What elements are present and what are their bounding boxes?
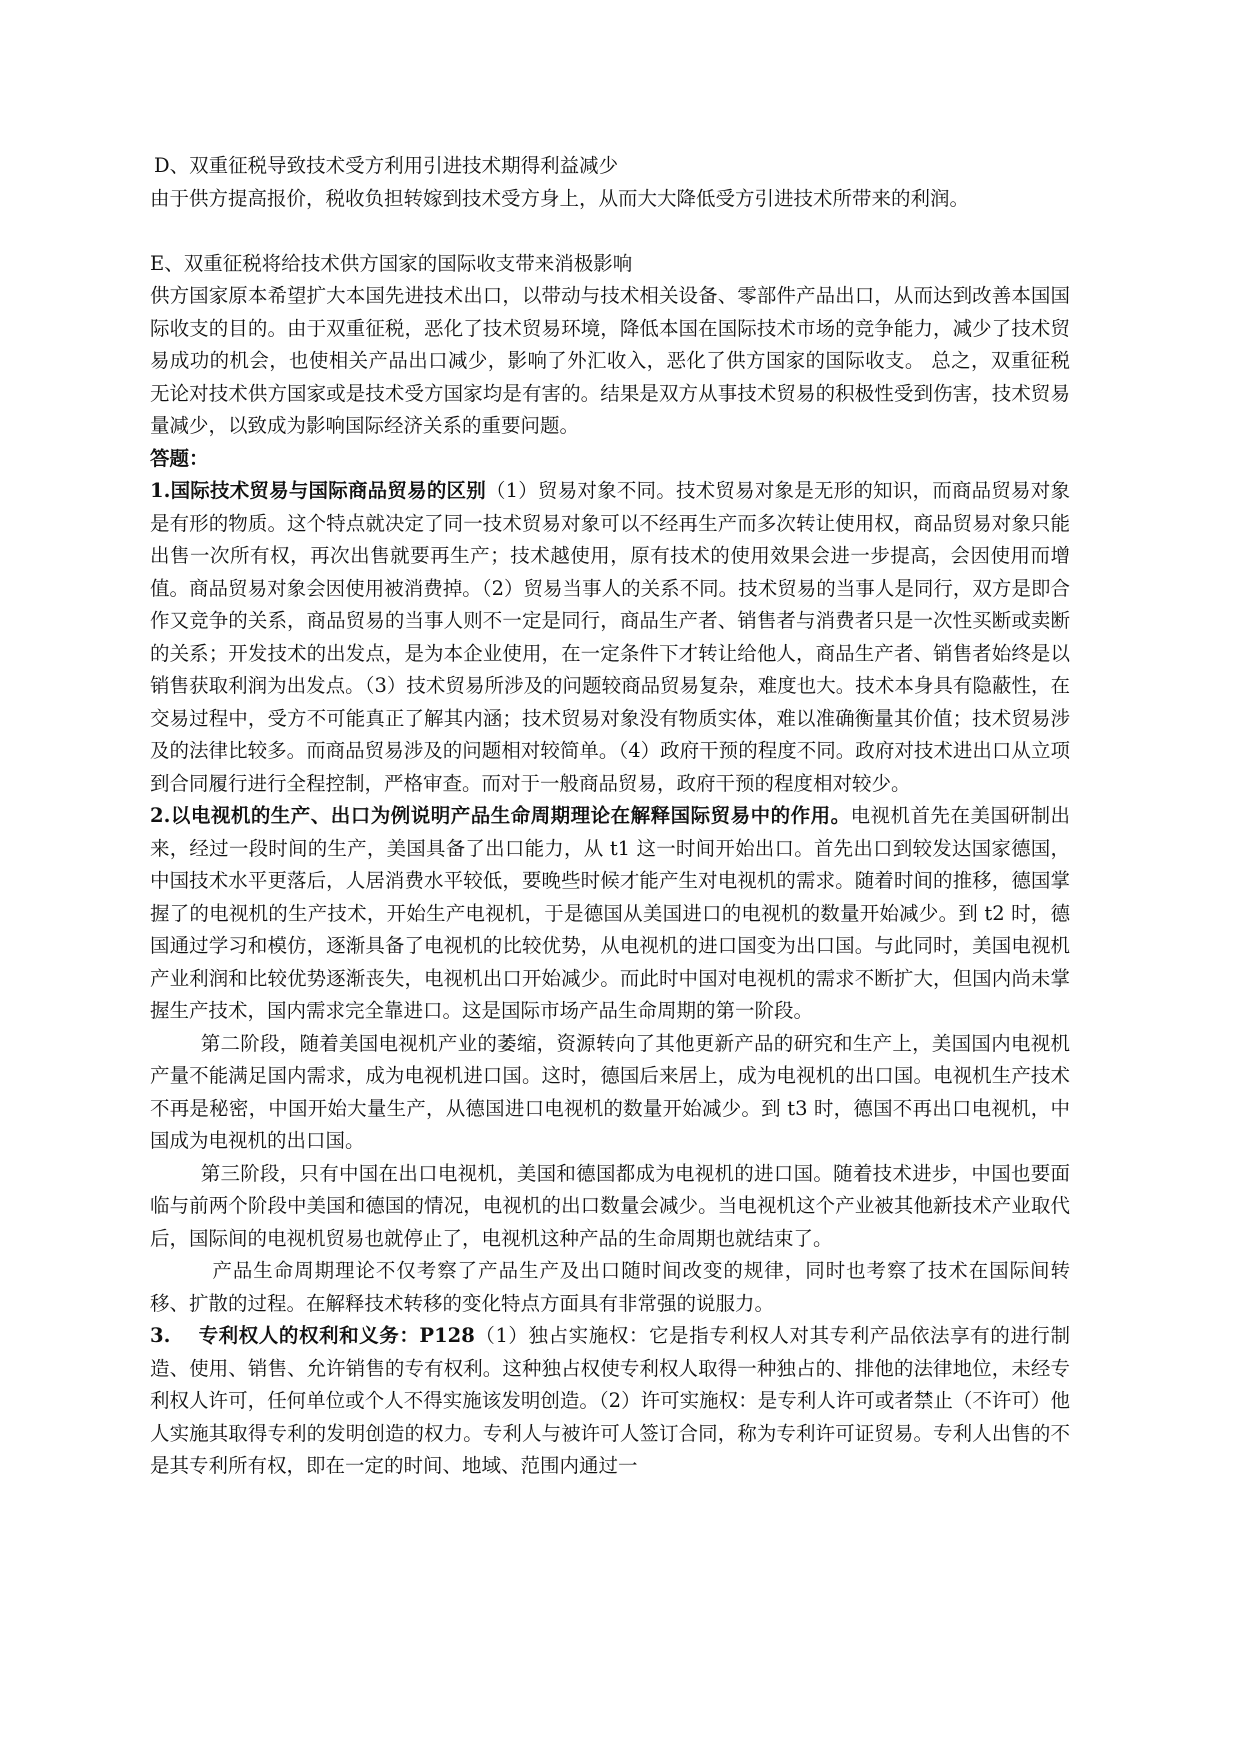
question-1-body: （1）贸易对象不同。技术贸易对象是无形的知识，而商品贸易对象是有形的物质。这个特点就决定了同一技术贸易对象可以不经再生产而多次转让使用权，商品贸易对象只能出售一次所有权，再次出售就要再生产；技术越使用，原有技术的使用效果会进一步提高，会因使用而增值。商品贸易对象会因使用被消费掉。（2）贸易当事人的关系不同。技术贸易的当事人是同行，双方是即合作又竞争的关系，商品贸易的当事人则不一定是同行，商品生产者、销售者与消费者只是一次性买断或卖断的关系；开发技术的出发点，是为本企业使用，在一定条件下才转让给他人，商品生产者、销售者始终是以销售获取利润为出发点。（3）技术贸易所涉及的问题较商品贸易复杂，难度也大。技术本身具有隐蔽性，在交易过程中，受方不可能真正了解其内涵；技术贸易对象没有物质实体，难以准确衡量其价值；技术贸易涉及的法律比较多。而商品贸易涉及的问题相对较简单。（4）政府干预的程度不同。政府对技术进出口从立项到合同履行进行全程控制，严格审查。而对于一般商品贸易，政府干预的程度相对较少。 [150,479,1070,795]
section-d-heading: D、双重征税导致技术受方利用引进技术期得利益减少 [154,154,619,177]
question-2-body: 电视机首先在美国研制出来，经过一段时间的生产，美国具备了出口能力，从 t1 这一时间开始出口。首先出口到较发达国家德国，中国技术水平更落后，人居消费水平较低，要晚些时候才能产生对电视机的需求。随着时间的推移，德国掌握了的电视机的生产技术，开始生产电视机，于是德国从美国进口的电视机的数量开始减少。到 t2 时，德国通过学习和模仿，逐渐具备了电视机的比较优势，从电视机的进口国变为出口国。与此同时，美国电视机产业利润和比较优势逐渐丧失，电视机出口开始减少。而此时中国对电视机的需求不断扩大，但国内尚未掌握生产技术，国内需求完全靠进口。这是国际市场产品生命周期的第一阶段。 [150,804,1070,1022]
question-3-title: 专利权人的权利和义务：P128 [198,1324,475,1347]
question-2-paragraph-2: 第二阶段，随着美国电视机产业的萎缩，资源转向了其他更新产品的研究和生产上，美国国内电视机产量不能满足国内需求，成为电视机进口国。这时，德国后来居上，成为电视机的出口国。电视机生产技术不再是秘密，中国开始大量生产，从德国进口电视机的数量开始减少。到 t3 时，德国不再出口电视机，中国成为电视机的出口国。 [150,1031,1070,1152]
section-e-heading: E、双重征税将给技术供方国家的国际收支带来消极影响 [150,251,633,275]
question-2 [150,800,1070,1028]
spacer [150,215,1070,248]
answers-heading: 答题： [150,446,209,470]
question-1-number: 1. [150,479,171,502]
document-page [150,150,1070,1483]
question-3 [150,1320,1070,1483]
question-3-body: （1）独占实施权：它是指专利权人对其专利产品依法享有的进行制造、使用、销售、允许销售的专有权利。这种独占权使专利权人取得一种独占的、排他的法律地位，未经专利权人许可，任何单位或个人不得实施该发明创造。（2）许可实施权：是专利人许可或者禁止（不许可）他人实施其取得专利的发明创造的权力。专利人与被许可人签订合同，称为专利许可证贸易。专利人出售的不是其专利所有权，即在一定的时间、地域、范围内通过一 [150,1324,1070,1477]
question-2-title: 以电视机的生产、出口为例说明产品生命周期理论在解释国际贸易中的作用。 [170,804,851,827]
question-2-paragraph-4: 产品生命周期理论不仅考察了产品生产及出口随时间改变的规律，同时也考察了技术在国际间转移、扩散的过程。在解释技术转移的变化特点方面具有非常强的说服力。 [150,1259,1070,1315]
section-e-body: 供方国家原本希望扩大本国先进技术出口，以带动与技术相关设备、零部件产品出口，从而达到改善本国国际收支的目的。由于双重征税，恶化了技术贸易环境，降低本国在国际技术市场的竞争能力，减少了技术贸易成功的机会，也使相关产品出口减少，影响了外汇收入，恶化了供方国家的国际收支。 总之，双重征税无论对技术供方国家或是技术受方国家均是有害的。结果是双方从事技术贸易的积极性受到伤害，技术贸易量减少，以致成为影响国际经济关系的重要问题。 [150,284,1070,437]
question-2-paragraph-3: 第三阶段，只有中国在出口电视机，美国和德国都成为电视机的进口国。随着技术进步，中国也要面临与前两个阶段中美国和德国的情况，电视机的出口数量会减少。当电视机这个产业被其他新技术产业取代后，国际间的电视机贸易也就停止了，电视机这种产品的生命周期也就结束了。 [150,1161,1070,1250]
question-1 [150,475,1070,800]
question-1-title: 国际技术贸易与国际商品贸易的区别 [170,479,486,502]
section-d-body: 由于供方提高报价，税收负担转嫁到技术受方身上，从而大大降低受方引进技术所带来的利润。 [150,186,970,210]
question-3-number: 3. [150,1324,171,1347]
question-2-number: 2. [150,804,171,827]
